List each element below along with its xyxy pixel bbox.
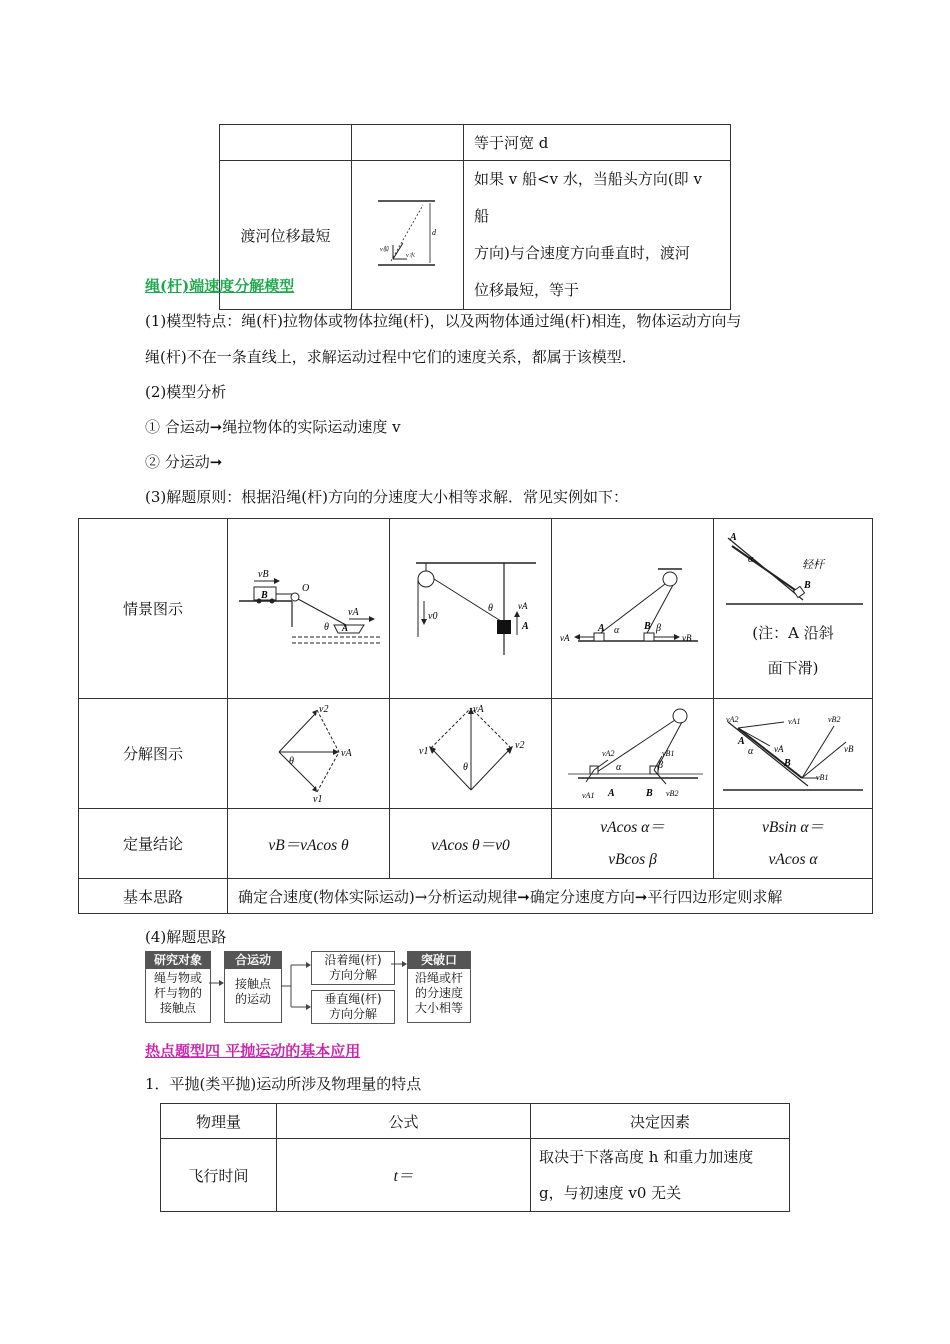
- svg-text:v水: v水: [405, 253, 415, 259]
- conclusion-4: vBsin α＝ vAcos α: [714, 809, 873, 879]
- svg-text:α: α: [615, 761, 621, 773]
- scene-rod-incline-figure: [718, 532, 868, 612]
- river-crossing-figure: [373, 193, 443, 273]
- svg-text:A: A: [738, 735, 745, 747]
- svg-text:vA: vA: [517, 600, 527, 611]
- scene-boat-figure: [234, 557, 384, 657]
- scene-note-line2: 面下滑): [767, 658, 819, 677]
- svg-text:A: A: [597, 622, 605, 634]
- svg-text:α: α: [748, 553, 754, 565]
- svg-text:α: α: [613, 624, 619, 636]
- svg-text:v1: v1: [312, 793, 322, 802]
- svg-text:vA: vA: [340, 747, 352, 759]
- row-label-scene: 情景图示: [79, 519, 228, 699]
- flow-arrow-2: [391, 959, 407, 969]
- scene-3: [552, 519, 714, 699]
- svg-text:vB: vB: [681, 632, 691, 643]
- svg-text:vA: vA: [559, 632, 569, 643]
- svg-text:vB2: vB2: [828, 714, 841, 724]
- decomp-3: [552, 699, 714, 809]
- svg-text:A: A: [607, 787, 615, 799]
- flow-box-perp-rope: 垂直绳(杆) 方向分解: [311, 990, 395, 1024]
- flow-box-key: 突破口 沿绳或杆 的分速度 大小相等: [407, 951, 471, 1023]
- flight-time-label: 飞行时间: [161, 1139, 277, 1212]
- decomp-parallelogram-1: [249, 702, 369, 802]
- model-features-line2: 绳(杆)不在一条直线上，求解运动过程中它们的速度关系，都属于该模型．: [145, 348, 637, 366]
- decomp-parallelogram-2: [411, 702, 531, 802]
- flow-branch-arrows: [281, 955, 311, 1017]
- model-analysis: (2)模型分析: [145, 383, 227, 401]
- header-formula: 公式: [277, 1104, 531, 1139]
- svg-text:vB: vB: [257, 568, 269, 580]
- svg-text:轻杆: 轻杆: [802, 558, 824, 571]
- conclusion-3: vAcos α＝ vBcos β: [552, 809, 714, 879]
- header-quantity: 物理量: [161, 1104, 277, 1139]
- cell-empty-1: [220, 125, 352, 161]
- svg-text:v1: v1: [418, 745, 428, 757]
- svg-text:v2: v2: [514, 739, 524, 751]
- decomp-two-blocks: [558, 702, 708, 802]
- conclusion-1: vB＝vAcos θ: [228, 809, 390, 879]
- model-features-line1: (1)模型特点：绳(杆)拉物体或物体拉绳(杆)，以及两物体通过绳(杆)相连，物体运动方向与: [145, 312, 742, 330]
- svg-text:A: A: [521, 620, 529, 632]
- decomp-2: [390, 699, 552, 809]
- decomp-4: [714, 699, 873, 809]
- svg-text:vA: vA: [774, 743, 784, 754]
- svg-text:vA1: vA1: [788, 716, 801, 726]
- examples-table: [78, 518, 873, 914]
- scene-2: [390, 519, 552, 699]
- svg-text:B: B: [643, 620, 651, 632]
- svg-text:A: A: [341, 622, 348, 633]
- projectile-heading: 热点题型四 平抛运动的基本应用: [145, 1042, 361, 1060]
- svg-text:vA2: vA2: [601, 748, 614, 758]
- svg-text:β: β: [657, 759, 663, 771]
- flight-time-factor: 取决于下落高度 h 和重力加速度 g，与初速度 v0 无关: [531, 1139, 790, 1212]
- river-crossing-table: [219, 124, 731, 310]
- svg-text:vB2: vB2: [665, 788, 678, 798]
- row-label-decomposition: 分解图示: [79, 699, 228, 809]
- decomp-1: [228, 699, 390, 809]
- flight-time-formula: t＝: [277, 1139, 531, 1212]
- analysis-item-2: ② 分运动➞: [145, 453, 223, 471]
- projectile-table: [160, 1103, 790, 1212]
- svg-text:θ: θ: [323, 621, 329, 633]
- rope-model-heading: 绳(杆)端速度分解模型: [145, 277, 295, 295]
- row-label-approach: 基本思路: [79, 879, 228, 914]
- flow-box-object: 研究对象 绳与物或 杆与物的 接触点: [145, 951, 211, 1023]
- cell-shortest-displacement: 渡河位移最短: [220, 161, 352, 310]
- scene-pulley-figure: [396, 557, 546, 657]
- svg-text:θ: θ: [288, 755, 294, 767]
- flow-box-along-rope: 沿着绳(杆) 方向分解: [311, 951, 395, 985]
- svg-text:vA: vA: [472, 703, 484, 715]
- header-factor: 决定因素: [531, 1104, 790, 1139]
- analysis-item-1: ① 合运动➞绳拉物体的实际运动速度 v: [145, 418, 401, 436]
- svg-text:θ: θ: [487, 602, 493, 614]
- svg-text:v0: v0: [427, 610, 437, 622]
- flow-arrow-1: [209, 978, 224, 988]
- projectile-intro: 1．平抛(类平抛)运动所涉及物理量的特点: [145, 1075, 422, 1093]
- svg-text:B: B: [645, 787, 653, 799]
- svg-text:A: A: [730, 531, 737, 543]
- svg-text:B: B: [260, 589, 268, 601]
- svg-text:θ: θ: [462, 761, 468, 773]
- flow-box-resultant: 合运动 接触点 的运动: [224, 951, 282, 1023]
- cell-shortest-desc: 如果 v 船<v 水，当船头方向(即 v 船 方向)与合速度方向垂直时，渡河 位移最短，等于: [464, 161, 731, 310]
- row-label-conclusion: 定量结论: [79, 809, 228, 879]
- svg-text:vA: vA: [347, 606, 359, 618]
- cell-river-figure: [352, 161, 464, 310]
- scene-1: [228, 519, 390, 699]
- svg-text:v2: v2: [318, 703, 328, 715]
- cell-empty-2: [352, 125, 464, 161]
- svg-text:v船: v船: [379, 247, 389, 253]
- svg-text:vB1: vB1: [661, 748, 674, 758]
- cell-river-width: 等于河宽 d: [464, 125, 731, 161]
- solving-steps-label: (4)解题思路: [145, 928, 227, 946]
- svg-text:vA1: vA1: [581, 790, 594, 800]
- conclusion-2: vAcos θ＝v0: [390, 809, 552, 879]
- svg-text:vB1: vB1: [816, 772, 829, 782]
- svg-text:d: d: [431, 228, 436, 237]
- svg-text:B: B: [784, 757, 791, 769]
- scene-4: [714, 519, 873, 699]
- svg-text:O: O: [301, 582, 309, 594]
- svg-text:vA2: vA2: [726, 714, 739, 724]
- solving-principle: (3)解题原则：根据沿绳(杆)方向的分速度大小相等求解．常见实例如下：: [145, 488, 628, 506]
- scene-note-line1: (注：A 沿斜: [752, 623, 834, 642]
- scene-two-blocks-figure: [558, 557, 708, 657]
- svg-text:β: β: [655, 622, 661, 634]
- approach-text: 确定合速度(物体实际运动)→分析运动规律➞确定分速度方向➞平行四边形定则求解: [228, 879, 873, 914]
- svg-text:α: α: [748, 745, 754, 757]
- decomp-rod-incline: [718, 702, 868, 802]
- svg-text:vB: vB: [844, 743, 854, 754]
- svg-text:B: B: [804, 579, 811, 591]
